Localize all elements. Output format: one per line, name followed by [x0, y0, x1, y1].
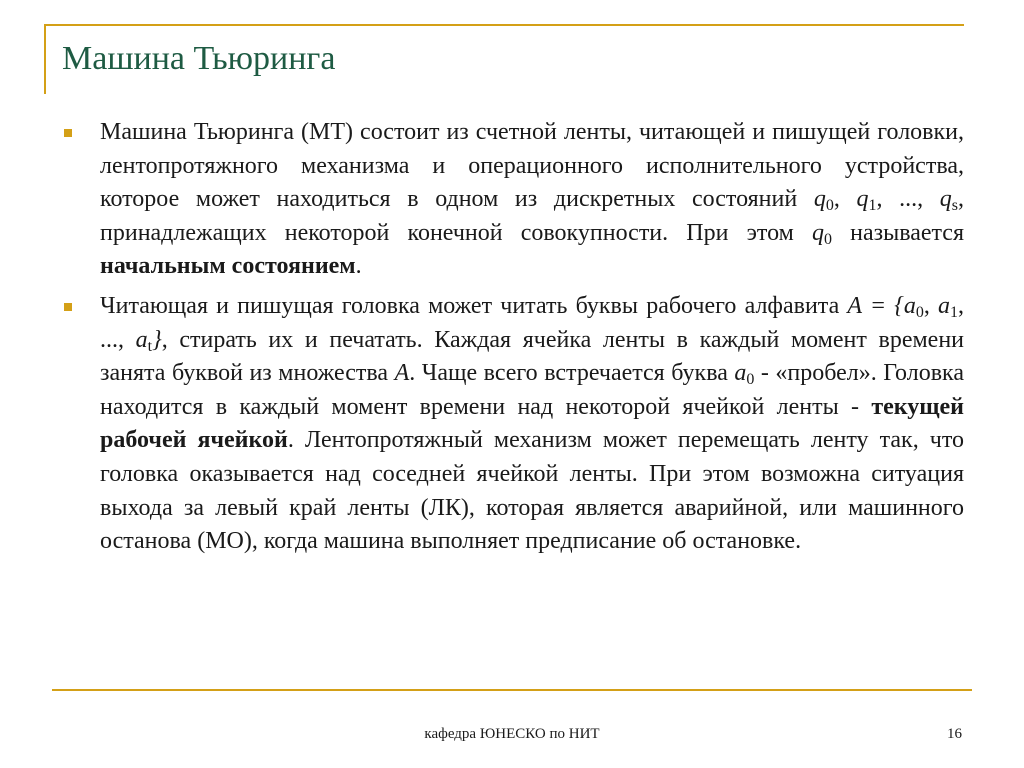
footer-text: кафедра ЮНЕСКО по НИТ: [424, 726, 600, 742]
emphasis-initial-state: начальным состоянием: [100, 253, 356, 280]
square-bullet-icon: [64, 303, 72, 311]
bullet-text: Читающая и пишущая головка может читать буквы рабочего алфавита $A = \{a_0$, $a_1$, ..., $a_t$}, стирать их и печатать. Каждая ячейка ленты в каждый момент времени занята буквой из множества A. Чаще всего встречается буква $a_0$ - «пробел». Головка находится в каждый момент времени над некоторой ячейкой ленты - текущей рабочей ячейкой. Лентопротяжный механизм может перемещать ленту так, что головка оказывается над соседней ячейкой ленты. При этом возможна ситуация выхода за левый край ленты (ЛК), которая является аварийной, или машинного останова (МО), когда машина выполняет предписание об остановке.: [100, 292, 965, 555]
bullet-item: [62, 290, 964, 559]
bottom-accent-rule: [52, 689, 972, 691]
page-number: 16: [947, 726, 962, 742]
left-accent-rule: [44, 24, 46, 94]
slide-title: Машина Тьюринга: [62, 40, 336, 77]
square-bullet-icon: [64, 129, 72, 137]
top-accent-rule: [44, 24, 964, 26]
bullet-item: [62, 116, 964, 284]
emphasis-current-cell: текущей рабочей ячейкой: [100, 393, 964, 454]
slide-content: [62, 116, 964, 565]
bullet-text: Машина Тьюринга (МТ) состоит из счетной ленты, читающей и пишущей головки, лентопротяжного механизма и операционного исполнительного устройства, которое может находиться в одном из дискретных состояний $q_0$, $q_1$, ..., $q_s$, принадлежащих некоторой конечной совокупности. При этом $q_0$ называется начальным состоянием.: [100, 119, 964, 280]
